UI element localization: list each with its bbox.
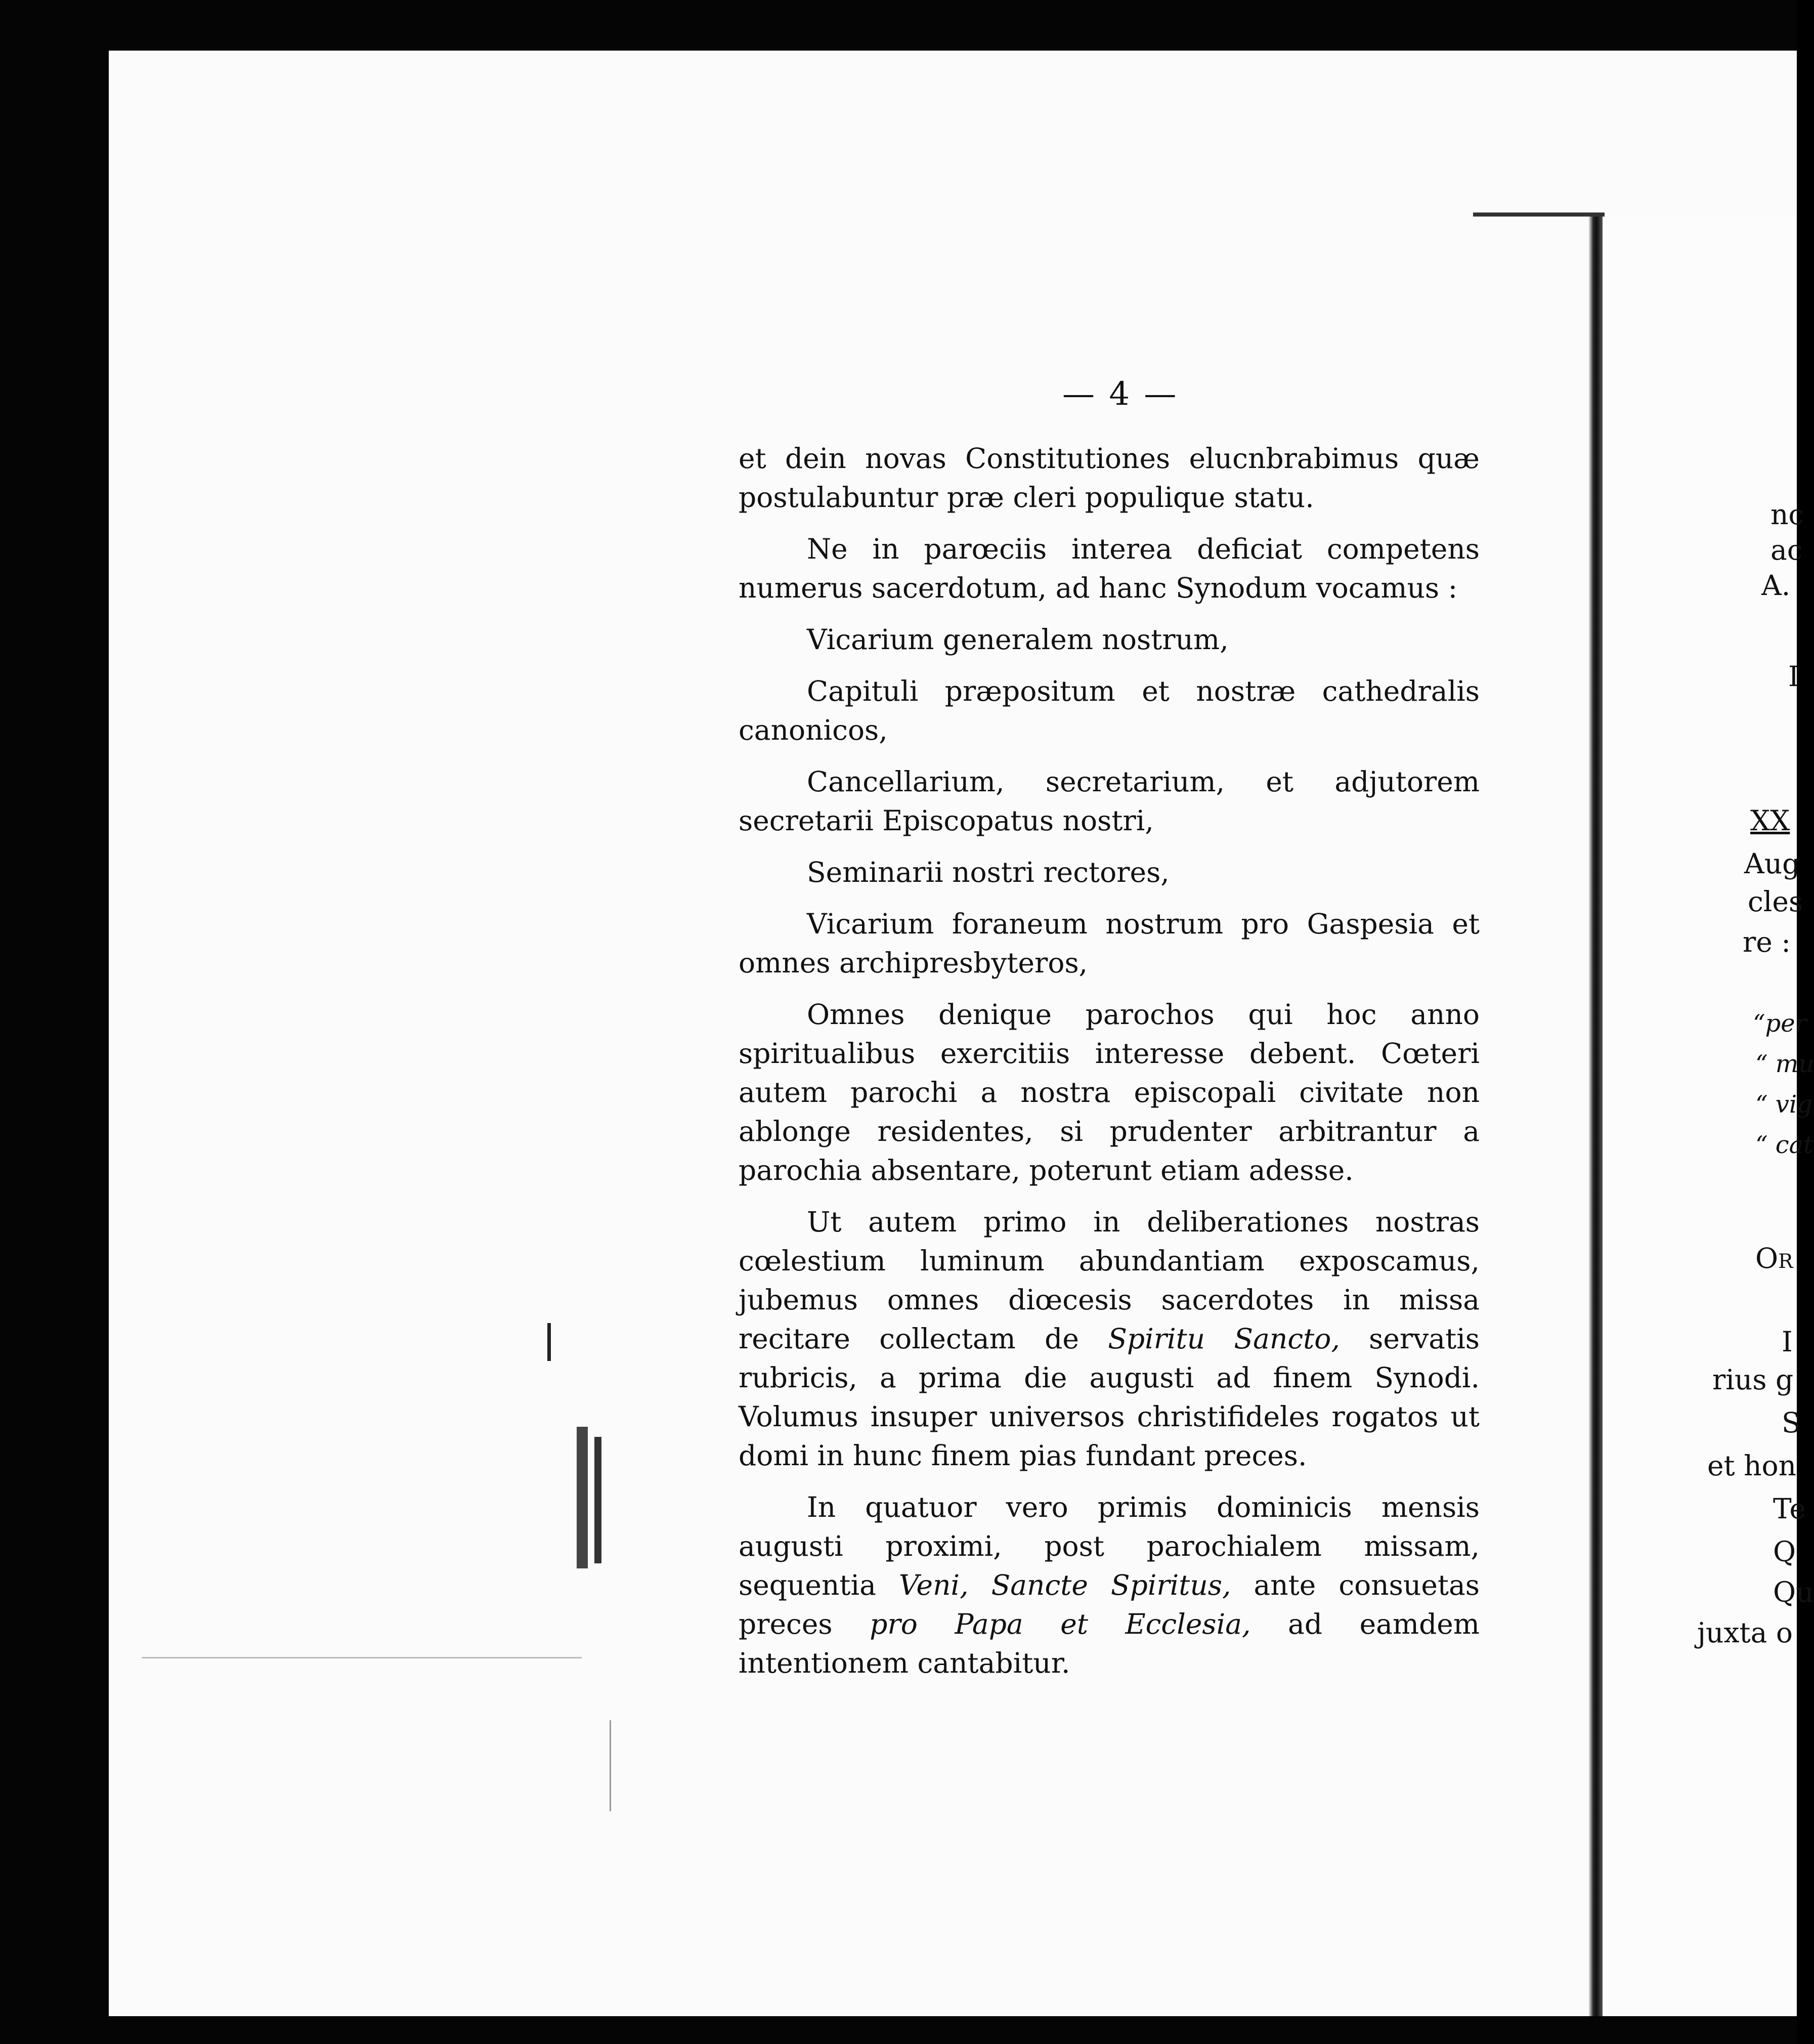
paragraph: Vicarium foraneum nostrum pro Gaspesia et omnes archipresbyteros, [739,908,1480,979]
facing-fragment: Aug [1744,847,1800,880]
facing-fragment: Qu [1773,1576,1814,1608]
facing-fragment: juxta o [1697,1616,1793,1649]
body-text [739,439,1480,1695]
paragraph: Capituli præpositum et nostræ cathedralis canonicos, [739,675,1480,746]
facing-fragment: Q [1773,1536,1796,1568]
italic-text: pro Papa et Ecclesia, [870,1608,1251,1640]
paragraph-text: In quatuor vero primis dominicis mensis augusti proximi, post parochialem missam, sequentia [739,1491,1480,1601]
facing-fragment: “per [1753,1009,1807,1038]
facing-fragment: I [1788,660,1799,693]
facing-fragment: cles [1748,885,1803,918]
scan-artifact-smudge [594,1437,601,1563]
paragraph [739,1488,1480,1683]
paragraph-text: ad eamdem intentionem cantabitur. [739,1608,1480,1679]
paragraph [739,1203,1480,1475]
paragraph: Vicarium generalem nostrum, [807,623,1229,656]
facing-fragment: rius g [1712,1364,1794,1396]
facing-fragment: S [1782,1407,1801,1439]
facing-fragment: “ mu [1755,1050,1814,1078]
facing-fragment: “ cat [1755,1131,1813,1159]
paragraph: Seminarii nostri rectores, [807,856,1170,888]
paragraph: Cancellarium, secretarium, et adjutorem secretarii Episcopatus nostri, [739,765,1480,837]
paragraph-text: Ut autem primo in deliberationes nostras cœlestium luminum abundantiam exposcamus, jubemus omnes diœcesis sacerdotes in missa recitare collectam de [739,1206,1480,1355]
italic-text: Veni, Sancte Spiritus, [898,1569,1231,1601]
facing-fragment: nc [1770,498,1804,531]
page-gutter-shadow [1588,217,1603,2016]
facing-fragment: Or [1755,1242,1793,1274]
facing-fragment: A. [1761,569,1791,602]
facing-fragment: Te [1773,1493,1806,1525]
paragraph-text: servatis rubricis, a prima die augusti ad finem Synodi. Volumus insuper universos christifideles rogatos ut domi in hunc finem pias fundant preces. [739,1323,1480,1472]
page-number: — 4 — [1062,375,1179,413]
paragraph: et dein novas Constitutiones elucnbrabimus quæ postulabuntur præ cleri populique statu. [739,442,1480,514]
facing-fragment: ac [1770,534,1803,566]
facing-fragment: I [1782,1326,1793,1358]
scan-artifact-dots [142,1657,582,1658]
facing-fragment: re : [1743,926,1791,958]
italic-text: Spiritu Sancto, [1108,1323,1340,1355]
paragraph: Ne in parœciis interea deficiat competens numerus sacerdotum, ad hanc Synodum vocamus : [739,533,1480,604]
facing-page-top-edge [1473,212,1605,217]
facing-fragment: XX [1750,804,1790,837]
paragraph: Omnes denique parochos qui hoc anno spiritualibus exercitiis interesse debent. Cœteri autem parochi a nostra episcopali civitate non ablonge residentes, si prudenter arbitrantur a parochia absentare, poterunt etiam adesse. [739,998,1480,1186]
paragraph-text: ante consuetas preces [739,1569,1480,1640]
scan-artifact-line [610,1720,611,1811]
facing-fragment: et hon [1707,1450,1797,1482]
scan-artifact-smudge [577,1427,588,1568]
facing-fragment: “ vig [1755,1090,1812,1119]
scan-artifact-line [547,1323,551,1361]
